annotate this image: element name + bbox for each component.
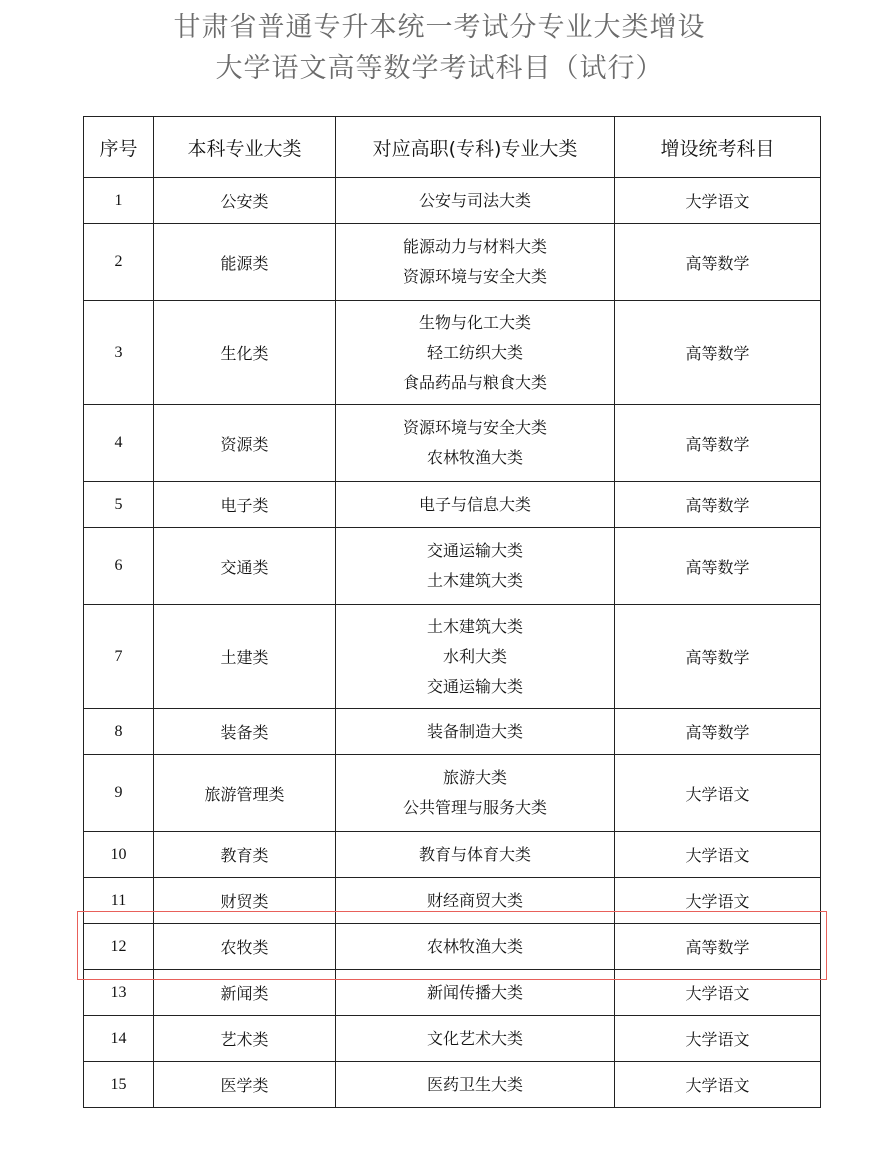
cell-no: 5 [84, 482, 154, 528]
vocational-item: 公安与司法大类 [418, 190, 531, 210]
vocational-item: 轻工纺织大类 [426, 342, 523, 362]
vocational-item: 土木建筑大类 [426, 616, 523, 636]
vocational-item: 电子与信息大类 [418, 494, 531, 514]
document-title-line-1: 甘肃省普通专升本统一考试分专业大类增设 [173, 12, 706, 43]
table-row [84, 528, 821, 605]
vocational-item: 交通运输大类 [426, 541, 523, 560]
vocational-item: 交通运输大类 [426, 676, 523, 696]
table-row [84, 178, 821, 224]
vocational-item: 资源环境与安全大类 [402, 418, 547, 437]
table-row [84, 878, 821, 924]
cell-subject: 大学语文 [615, 1016, 821, 1062]
vocational-item: 土木建筑大类 [426, 571, 523, 590]
cell-vocational [336, 224, 615, 301]
cell-subject: 大学语文 [615, 832, 821, 878]
cell-vocational [336, 405, 615, 482]
header-no: 序号 [84, 117, 154, 178]
cell-category: 教育类 [154, 832, 336, 878]
cell-vocational [336, 482, 615, 528]
subject-table [83, 116, 821, 1108]
vocational-item: 文化艺术大类 [426, 1028, 523, 1048]
table-row [84, 482, 821, 528]
vocational-item: 教育与体育大类 [418, 844, 531, 864]
cell-vocational [336, 970, 615, 1016]
table-row [84, 970, 821, 1016]
table-row [84, 405, 821, 482]
cell-subject: 高等数学 [615, 528, 821, 605]
cell-subject: 大学语文 [615, 970, 821, 1016]
cell-category: 旅游管理类 [154, 755, 336, 832]
vocational-item: 旅游大类 [442, 768, 507, 787]
cell-subject: 高等数学 [615, 482, 821, 528]
table-header-row [84, 117, 821, 178]
table-row [84, 924, 821, 970]
table-row [84, 605, 821, 709]
cell-category: 交通类 [154, 528, 336, 605]
cell-vocational [336, 301, 615, 405]
header-category: 本科专业大类 [154, 117, 336, 178]
cell-no: 10 [84, 832, 154, 878]
cell-category: 艺术类 [154, 1016, 336, 1062]
cell-subject: 大学语文 [615, 755, 821, 832]
cell-subject: 大学语文 [615, 178, 821, 224]
cell-no: 3 [84, 301, 154, 405]
cell-category: 土建类 [154, 605, 336, 709]
cell-subject: 大学语文 [615, 1062, 821, 1108]
cell-subject: 高等数学 [615, 405, 821, 482]
vocational-item: 公共管理与服务大类 [402, 798, 547, 817]
table-row [84, 1016, 821, 1062]
cell-category: 资源类 [154, 405, 336, 482]
table-row [84, 832, 821, 878]
cell-category: 公安类 [154, 178, 336, 224]
cell-vocational [336, 755, 615, 832]
cell-subject: 大学语文 [615, 878, 821, 924]
cell-category: 能源类 [154, 224, 336, 301]
table-row [84, 224, 821, 301]
vocational-item: 新闻传播大类 [426, 982, 523, 1002]
cell-no: 1 [84, 178, 154, 224]
cell-no: 13 [84, 970, 154, 1016]
cell-vocational [336, 1016, 615, 1062]
cell-subject: 高等数学 [615, 924, 821, 970]
cell-subject: 高等数学 [615, 605, 821, 709]
vocational-item: 食品药品与粮食大类 [402, 372, 547, 392]
cell-no: 9 [84, 755, 154, 832]
table-row [84, 709, 821, 755]
cell-no: 6 [84, 528, 154, 605]
table-row [84, 755, 821, 832]
cell-category: 财贸类 [154, 878, 336, 924]
cell-no: 14 [84, 1016, 154, 1062]
cell-vocational [336, 528, 615, 605]
vocational-item: 资源环境与安全大类 [402, 267, 547, 286]
cell-vocational [336, 605, 615, 709]
cell-no: 11 [84, 878, 154, 924]
cell-no: 8 [84, 709, 154, 755]
vocational-item: 装备制造大类 [426, 721, 523, 741]
cell-category: 农牧类 [154, 924, 336, 970]
cell-vocational [336, 1062, 615, 1108]
cell-no: 7 [84, 605, 154, 709]
vocational-item: 水利大类 [442, 646, 507, 666]
cell-category: 生化类 [154, 301, 336, 405]
vocational-item: 农林牧渔大类 [426, 936, 523, 956]
cell-no: 4 [84, 405, 154, 482]
header-subject: 增设统考科目 [615, 117, 821, 178]
cell-vocational [336, 178, 615, 224]
cell-category: 医学类 [154, 1062, 336, 1108]
vocational-item: 财经商贸大类 [426, 890, 523, 910]
vocational-item: 医药卫生大类 [426, 1074, 523, 1094]
table-row [84, 1062, 821, 1108]
cell-subject: 高等数学 [615, 224, 821, 301]
cell-no: 15 [84, 1062, 154, 1108]
cell-vocational [336, 878, 615, 924]
vocational-item: 能源动力与材料大类 [402, 237, 547, 256]
vocational-item: 农林牧渔大类 [426, 448, 523, 467]
header-vocational: 对应高职(专科)专业大类 [336, 117, 615, 178]
cell-category: 电子类 [154, 482, 336, 528]
cell-vocational [336, 924, 615, 970]
document-title-line-2: 大学语文高等数学考试科目（试行） [215, 53, 664, 84]
cell-vocational [336, 832, 615, 878]
cell-subject: 高等数学 [615, 301, 821, 405]
cell-no: 12 [84, 924, 154, 970]
cell-category: 新闻类 [154, 970, 336, 1016]
cell-no: 2 [84, 224, 154, 301]
cell-subject: 高等数学 [615, 709, 821, 755]
table-row [84, 301, 821, 405]
vocational-item: 生物与化工大类 [418, 312, 531, 332]
cell-vocational [336, 709, 615, 755]
cell-category: 装备类 [154, 709, 336, 755]
